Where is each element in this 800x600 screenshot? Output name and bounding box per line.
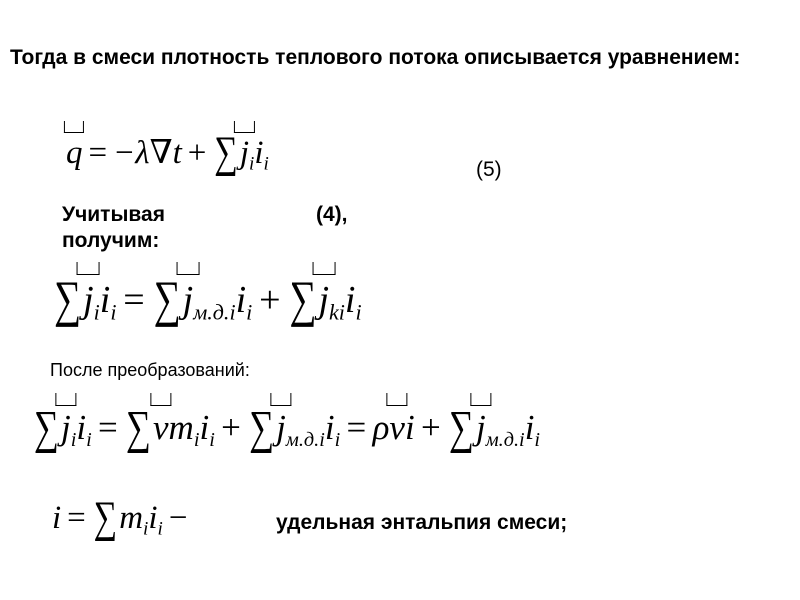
j-vector: j bbox=[83, 279, 94, 321]
minus-lambda: −λ bbox=[113, 135, 150, 171]
heading: Тогда в смеси плотность теплового потока описывается уравнением: bbox=[10, 46, 741, 69]
transformed-equation bbox=[32, 401, 541, 454]
q-vector: q bbox=[66, 135, 83, 171]
j-vector: j bbox=[182, 279, 194, 321]
rho-variable: ρ bbox=[372, 408, 390, 447]
flux-sum-equation bbox=[52, 271, 362, 329]
nabla-symbol: ∇ bbox=[149, 135, 173, 171]
subscript-i: i bbox=[248, 153, 255, 175]
v-vector: v bbox=[153, 408, 169, 447]
j-vector: j bbox=[276, 408, 286, 447]
i-variable: i bbox=[324, 408, 335, 447]
i-variable: i bbox=[52, 500, 62, 536]
enthalpy-equation bbox=[52, 493, 193, 543]
subscript-md: м.д.i bbox=[285, 429, 325, 452]
sum-symbol: ∑ bbox=[34, 401, 59, 454]
subscript-i: i bbox=[355, 299, 362, 325]
j-vector: j bbox=[60, 408, 71, 447]
i-variable: i bbox=[76, 408, 87, 447]
plus-sign: + bbox=[259, 279, 281, 321]
after-transform-text: После преобразований: bbox=[50, 360, 250, 380]
subscript-i: i bbox=[110, 299, 117, 325]
m-variable: m bbox=[119, 500, 144, 536]
subscript-i: i bbox=[70, 429, 77, 452]
j-vector: j bbox=[239, 135, 249, 171]
i-variable: i bbox=[99, 279, 111, 321]
i-variable: i bbox=[199, 408, 210, 447]
j-vector: j bbox=[318, 279, 329, 321]
m-variable: m bbox=[168, 408, 194, 447]
subscript-i: i bbox=[193, 429, 200, 452]
sum-symbol: ∑ bbox=[249, 401, 275, 454]
subscript-i: i bbox=[86, 429, 92, 452]
subscript-i: i bbox=[93, 299, 100, 325]
equals-sign: = bbox=[67, 500, 86, 536]
subscript-i: i bbox=[334, 429, 341, 452]
sum-symbol: ∑ bbox=[93, 493, 118, 543]
sum-symbol: ∑ bbox=[214, 128, 238, 178]
plus-sign: + bbox=[221, 408, 241, 447]
subscript-i: i bbox=[209, 429, 215, 452]
t-variable: t bbox=[172, 135, 182, 171]
equals-sign: = bbox=[346, 408, 367, 447]
sum-symbol: ∑ bbox=[126, 401, 151, 454]
i-variable: i bbox=[524, 408, 535, 447]
considering-text: Учитывая bbox=[62, 203, 165, 226]
j-vector: j bbox=[475, 408, 486, 447]
subscript-md: м.д.i bbox=[485, 429, 525, 452]
equals-sign: = bbox=[123, 279, 145, 321]
subscript-i: i bbox=[534, 429, 541, 452]
sum-symbol: ∑ bbox=[449, 401, 474, 454]
sum-symbol: ∑ bbox=[289, 271, 317, 329]
i-variable: i bbox=[344, 279, 356, 321]
subscript-i: i bbox=[246, 299, 253, 325]
plus-sign: + bbox=[420, 408, 441, 447]
subscript-i: i bbox=[263, 153, 269, 175]
enthalpy-label: удельная энтальпия смеси; bbox=[276, 511, 568, 534]
i-variable: i bbox=[254, 135, 264, 171]
heat-flux-equation bbox=[66, 128, 269, 178]
we-get-text: получим: bbox=[62, 229, 160, 252]
subscript-ki: ki bbox=[329, 299, 345, 325]
i-variable: i bbox=[404, 408, 415, 447]
subscript-i: i bbox=[157, 518, 163, 540]
dash-sign: − bbox=[168, 500, 188, 536]
sum-symbol: ∑ bbox=[153, 271, 181, 329]
sum-symbol: ∑ bbox=[54, 271, 82, 329]
i-variable: i bbox=[148, 500, 158, 536]
reference-number: (4), bbox=[316, 203, 348, 226]
subscript-md: м.д.i bbox=[193, 299, 236, 325]
equals-sign: = bbox=[98, 408, 118, 447]
subscript-i: i bbox=[143, 518, 149, 540]
equals-sign: = bbox=[88, 135, 108, 171]
i-variable: i bbox=[235, 279, 247, 321]
plus-sign: + bbox=[187, 135, 207, 171]
v-vector: v bbox=[389, 408, 405, 447]
equation-number: (5) bbox=[476, 158, 502, 181]
